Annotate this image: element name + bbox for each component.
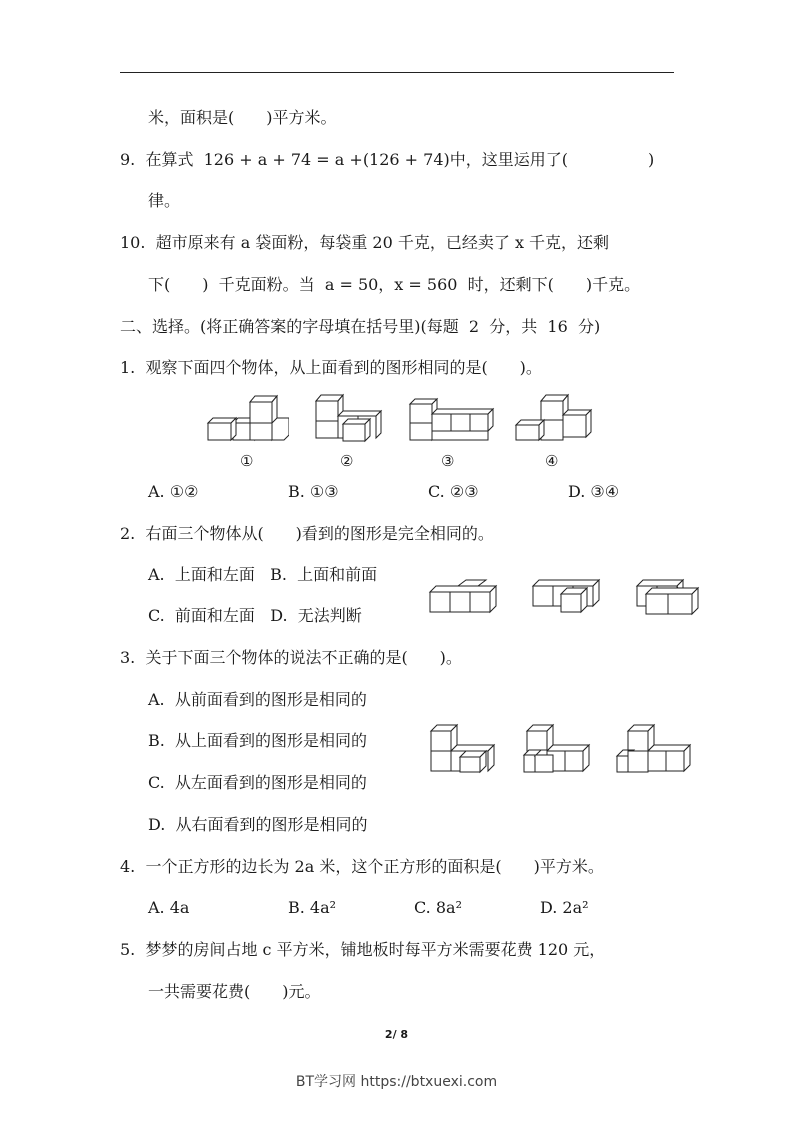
q3-figure-1 [428,722,496,774]
q3-figure-3 [614,722,692,774]
question-9-cont: 律。 [148,191,181,210]
q1-label-2: ② [340,452,354,470]
choice-question-5-cont: 一共需要花费( )元。 [148,982,321,1001]
question-10: 10. 超市原来有 a 袋面粉，每袋重 20 千克，已经卖了 x 千克，还剩 [120,233,610,252]
choice-question-4: 4. 一个正方形的边长为 2a 米，这个正方形的面积是( )平方米。 [120,857,604,876]
q1-figure-2 [313,392,383,444]
q3-option-b[interactable]: B. 从上面看到的图形是相同的 [148,731,368,750]
q2-figure-1 [428,577,498,615]
footer-watermark: BT学习网 https://btxuexi.com [295,1074,498,1090]
q2-figure-2 [529,577,603,615]
q1-option-b[interactable]: B. ①③ [288,482,339,501]
q1-figure-4 [513,392,593,444]
question-10-cont: 下( ) 千克面粉。当 a = 50，x = 560 时，还剩下( )千克。 [148,275,641,294]
choice-question-3: 3. 关于下面三个物体的说法不正确的是( )。 [120,648,462,667]
choice-question-2: 2. 右面三个物体从( )看到的图形是完全相同的。 [120,524,494,543]
q1-option-a[interactable]: A. ①② [148,482,199,501]
header-rule [120,72,674,73]
line-q8-end: 米，面积是( )平方米。 [148,108,337,127]
q1-figure-1 [205,392,289,444]
q3-option-c[interactable]: C. 从左面看到的图形是相同的 [148,773,367,792]
q4-option-b[interactable]: B. 4a² [288,898,337,917]
question-9: 9. 在算式 126 + a + 74 = a +(126 + 74)中，这里运用了( ) [120,150,655,169]
q1-option-c[interactable]: C. ②③ [428,482,479,501]
q4-option-d[interactable]: D. 2a² [540,898,589,917]
q4-option-a[interactable]: A. 4a [148,898,190,917]
choice-question-1: 1. 观察下面四个物体，从上面看到的图形相同的是( )。 [120,358,542,377]
q1-option-d[interactable]: D. ③④ [568,482,620,501]
page-number: 2/ 8 [384,1028,409,1041]
q4-option-c[interactable]: C. 8a² [414,898,462,917]
q1-label-4: ④ [545,452,559,470]
q3-option-a[interactable]: A. 从前面看到的图形是相同的 [148,690,367,709]
q1-figure-3 [407,392,495,444]
q3-option-d[interactable]: D. 从右面看到的图形是相同的 [148,815,368,834]
q3-figure-2 [521,722,591,774]
q1-label-1: ① [240,452,254,470]
q2-options-row1[interactable]: A. 上面和左面 B. 上面和前面 [148,565,378,584]
choice-question-5: 5. 梦梦的房间占地 c 平方米，铺地板时每平方米需要花费 120 元， [120,940,606,959]
section-2-title: 二、选择。(将正确答案的字母填在括号里)(每题 2 分，共 16 分) [120,317,601,336]
q2-options-row2[interactable]: C. 前面和左面 D. 无法判断 [148,606,362,625]
q1-label-3: ③ [441,452,455,470]
q2-figure-3 [634,577,700,617]
